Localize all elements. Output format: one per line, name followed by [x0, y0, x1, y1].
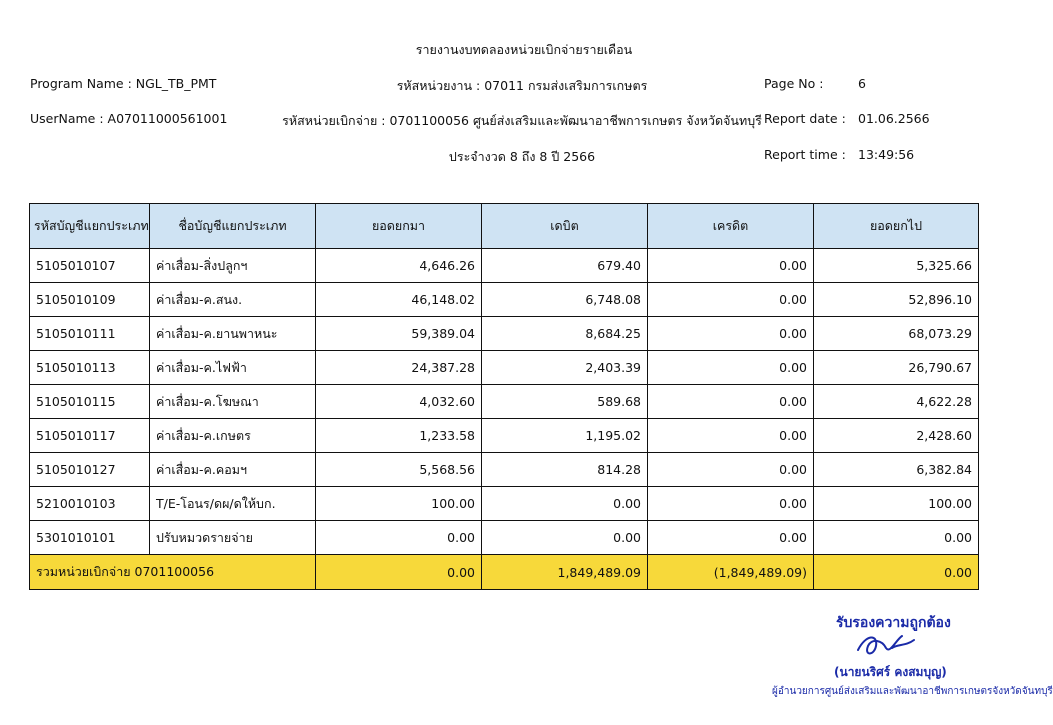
account-code: 5105010113: [30, 351, 150, 385]
account-name: ค่าเสื่อม-ค.ไฟฟ้า: [150, 351, 316, 385]
opening-balance: 46,148.02: [316, 283, 482, 317]
debit: 1,195.02: [482, 419, 648, 453]
total-debit: 1,849,489.09: [482, 555, 648, 590]
total-opening-balance: 0.00: [316, 555, 482, 590]
account-code: 5105010107: [30, 249, 150, 283]
credit: 0.00: [648, 317, 814, 351]
account-name: ค่าเสื่อม-ค.เกษตร: [150, 419, 316, 453]
signer-name: (นายนริศร์ คงสมบุญ): [834, 665, 947, 679]
opening-balance: 4,032.60: [316, 385, 482, 419]
table-header-row: [30, 204, 979, 249]
account-code: 5105010109: [30, 283, 150, 317]
signer-title: ผู้อำนวยการศูนย์ส่งเสริมและพัฒนาอาชีพการเกษตรจังหวัดจันทบุรี: [772, 686, 1053, 697]
closing-balance: 6,382.84: [814, 453, 979, 487]
page-no-value: 6: [858, 76, 866, 91]
report-title: รายงานงบทดลองหน่วยเบิกจ่ายรายเดือน: [415, 42, 633, 57]
account-name: ค่าเสื่อม-ค.ยานพาหนะ: [150, 317, 316, 351]
account-code: 5210010103: [30, 487, 150, 521]
table-row: [30, 351, 979, 385]
credit: 0.00: [648, 249, 814, 283]
debit: 679.40: [482, 249, 648, 283]
report-date-value: 01.06.2566: [858, 111, 930, 126]
opening-balance: 5,568.56: [316, 453, 482, 487]
debit: 0.00: [482, 487, 648, 521]
credit: 0.00: [648, 487, 814, 521]
report-time-label: Report time :: [764, 147, 846, 162]
account-name: ค่าเสื่อม-ค.สนง.: [150, 283, 316, 317]
debit: 0.00: [482, 521, 648, 555]
certification-stamp: รับรองความถูกต้อง: [836, 615, 951, 631]
debit: 589.68: [482, 385, 648, 419]
closing-balance: 4,622.28: [814, 385, 979, 419]
signature: [852, 630, 922, 660]
opening-balance: 4,646.26: [316, 249, 482, 283]
table-row: [30, 419, 979, 453]
credit: 0.00: [648, 521, 814, 555]
account-code: 5105010117: [30, 419, 150, 453]
account-name: T/E-โอนร/ดผ/ดให้บก.: [150, 487, 316, 521]
closing-balance: 2,428.60: [814, 419, 979, 453]
program-name: Program Name : NGL_TB_PMT: [30, 76, 217, 91]
account-code: 5105010127: [30, 453, 150, 487]
col-header-account-code: รหัสบัญชีแยกประเภท: [30, 204, 150, 249]
credit: 0.00: [648, 351, 814, 385]
total-row: [30, 555, 979, 590]
opening-balance: 0.00: [316, 521, 482, 555]
total-label: รวมหน่วยเบิกจ่าย 0701100056: [30, 555, 316, 590]
col-header-account-name: ชื่อบัญชีแยกประเภท: [150, 204, 316, 249]
closing-balance: 5,325.66: [814, 249, 979, 283]
account-code: 5301010101: [30, 521, 150, 555]
username: UserName : A07011000561001: [30, 111, 228, 126]
opening-balance: 24,387.28: [316, 351, 482, 385]
table-row: [30, 317, 979, 351]
opening-balance: 1,233.58: [316, 419, 482, 453]
col-header-opening-balance: ยอดยกมา: [316, 204, 482, 249]
account-name: ค่าเสื่อม-ค.โฆษณา: [150, 385, 316, 419]
page-no-label: Page No :: [764, 76, 824, 91]
closing-balance: 52,896.10: [814, 283, 979, 317]
table-row: [30, 283, 979, 317]
disbursing-unit-line: รหัสหน่วยเบิกจ่าย : 0701100056 ศูนย์ส่งเสริมและพัฒนาอาชีพการเกษตร จังหวัดจันทบุรี: [282, 113, 762, 128]
table-row: [30, 249, 979, 283]
col-header-closing-balance: ยอดยกไป: [814, 204, 979, 249]
table-row: [30, 453, 979, 487]
account-name: ค่าเสื่อม-ค.คอมฯ: [150, 453, 316, 487]
credit: 0.00: [648, 419, 814, 453]
account-code: 5105010111: [30, 317, 150, 351]
agency-line: รหัสหน่วยงาน : 07011 กรมส่งเสริมการเกษตร: [396, 78, 648, 93]
opening-balance: 59,389.04: [316, 317, 482, 351]
debit: 8,684.25: [482, 317, 648, 351]
debit: 6,748.08: [482, 283, 648, 317]
report-date-label: Report date :: [764, 111, 846, 126]
account-name: ปรับหมวดรายจ่าย: [150, 521, 316, 555]
credit: 0.00: [648, 385, 814, 419]
opening-balance: 100.00: [316, 487, 482, 521]
table-row: [30, 521, 979, 555]
closing-balance: 0.00: [814, 521, 979, 555]
period-line: ประจำงวด 8 ถึง 8 ปี 2566: [448, 149, 596, 164]
closing-balance: 68,073.29: [814, 317, 979, 351]
col-header-debit: เดบิต: [482, 204, 648, 249]
table-row: [30, 487, 979, 521]
credit: 0.00: [648, 283, 814, 317]
col-header-credit: เครดิต: [648, 204, 814, 249]
trial-balance-table: [29, 203, 979, 590]
credit: 0.00: [648, 453, 814, 487]
account-code: 5105010115: [30, 385, 150, 419]
closing-balance: 26,790.67: [814, 351, 979, 385]
total-closing-balance: 0.00: [814, 555, 979, 590]
closing-balance: 100.00: [814, 487, 979, 521]
report-time-value: 13:49:56: [858, 147, 915, 162]
debit: 2,403.39: [482, 351, 648, 385]
account-name: ค่าเสื่อม-สิ่งปลูกฯ: [150, 249, 316, 283]
table-row: [30, 385, 979, 419]
total-credit: (1,849,489.09): [648, 555, 814, 590]
debit: 814.28: [482, 453, 648, 487]
